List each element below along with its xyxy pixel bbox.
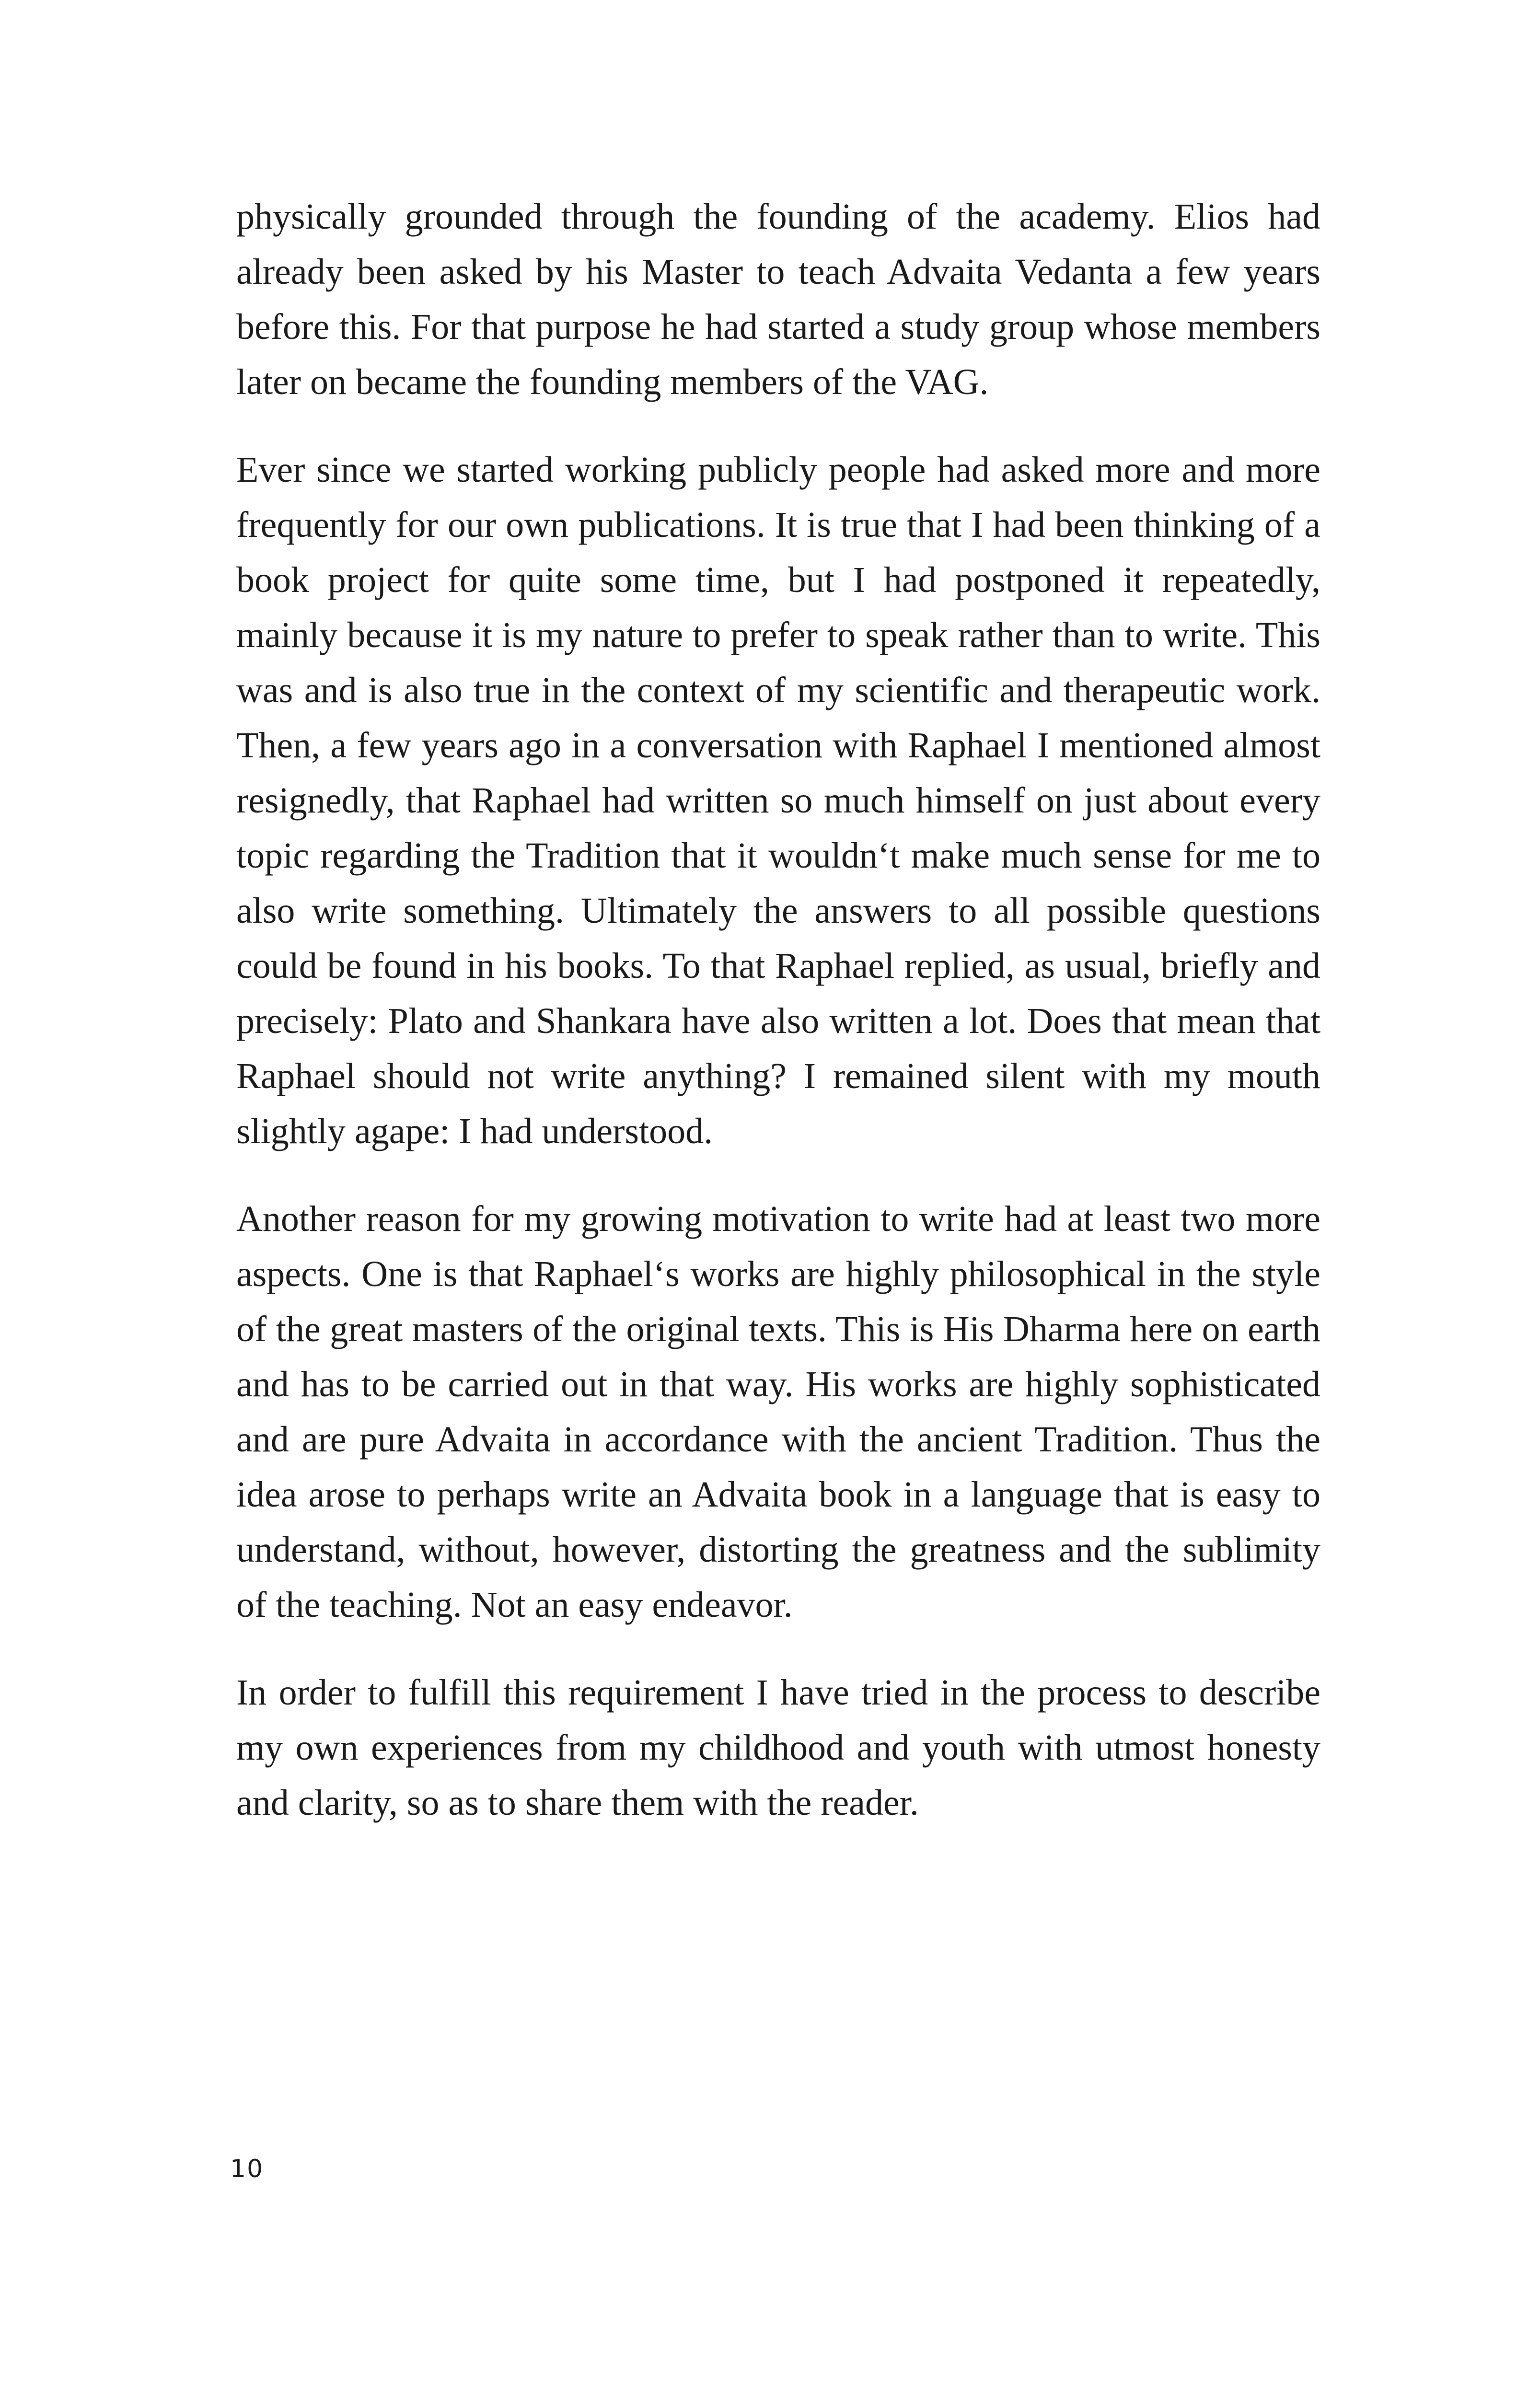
body-text xyxy=(236,189,1320,1831)
paragraph-2: Ever since we started working publicly people had asked more and more frequently for our own publications. It is true that I had been thinking of a book project for quite some time, but I had postponed it repeatedly, mainly because it is my nature to prefer to speak rather than to write. This was and is also true in the context of my scientific and therapeutic work. Then, a few years ago in a conversation with Raphael I mentioned almost resignedly, that Raphael had written so much himself on just about every topic regarding the Tradition that it wouldn‘t make much sense for me to also write something. Ultimately the answers to all possible questions could be found in his books. To that Raphael replied, as usual, briefly and precisely: Plato and Shankara have also written a lot. Does that mean that Raphael should not write anything? I remained silent with my mouth slightly agape: I had understood. xyxy=(236,450,1320,1151)
paragraph-1: physically grounded through the founding of the academy. Elios had already been asked by his Master to teach Advaita Vedanta a few years before this. For that purpose he had started a study group whose members later on became the founding members of the VAG. xyxy=(236,197,1320,402)
page-number: 10 xyxy=(230,2155,264,2183)
paragraph-4: In order to fulfill this requirement I have tried in the process to describe my own experiences from my childhood and youth with utmost honesty and clarity, so as to share them with the reader. xyxy=(236,1672,1320,1823)
paragraph-3: Another reason for my growing motivation to write had at least two more aspects. One is that Raphael‘s works are highly philosophical in the style of the great masters of the original texts. This is His Dharma here on earth and has to be carried out in that way. His works are highly sophisticated and are pure Advaita in accordance with the ancient Tradition. Thus the idea arose to perhaps write an Advaita book in a language that is easy to understand, without, however, distorting the greatness and the sublimity of the teaching. Not an easy endeavor. xyxy=(236,1199,1320,1625)
